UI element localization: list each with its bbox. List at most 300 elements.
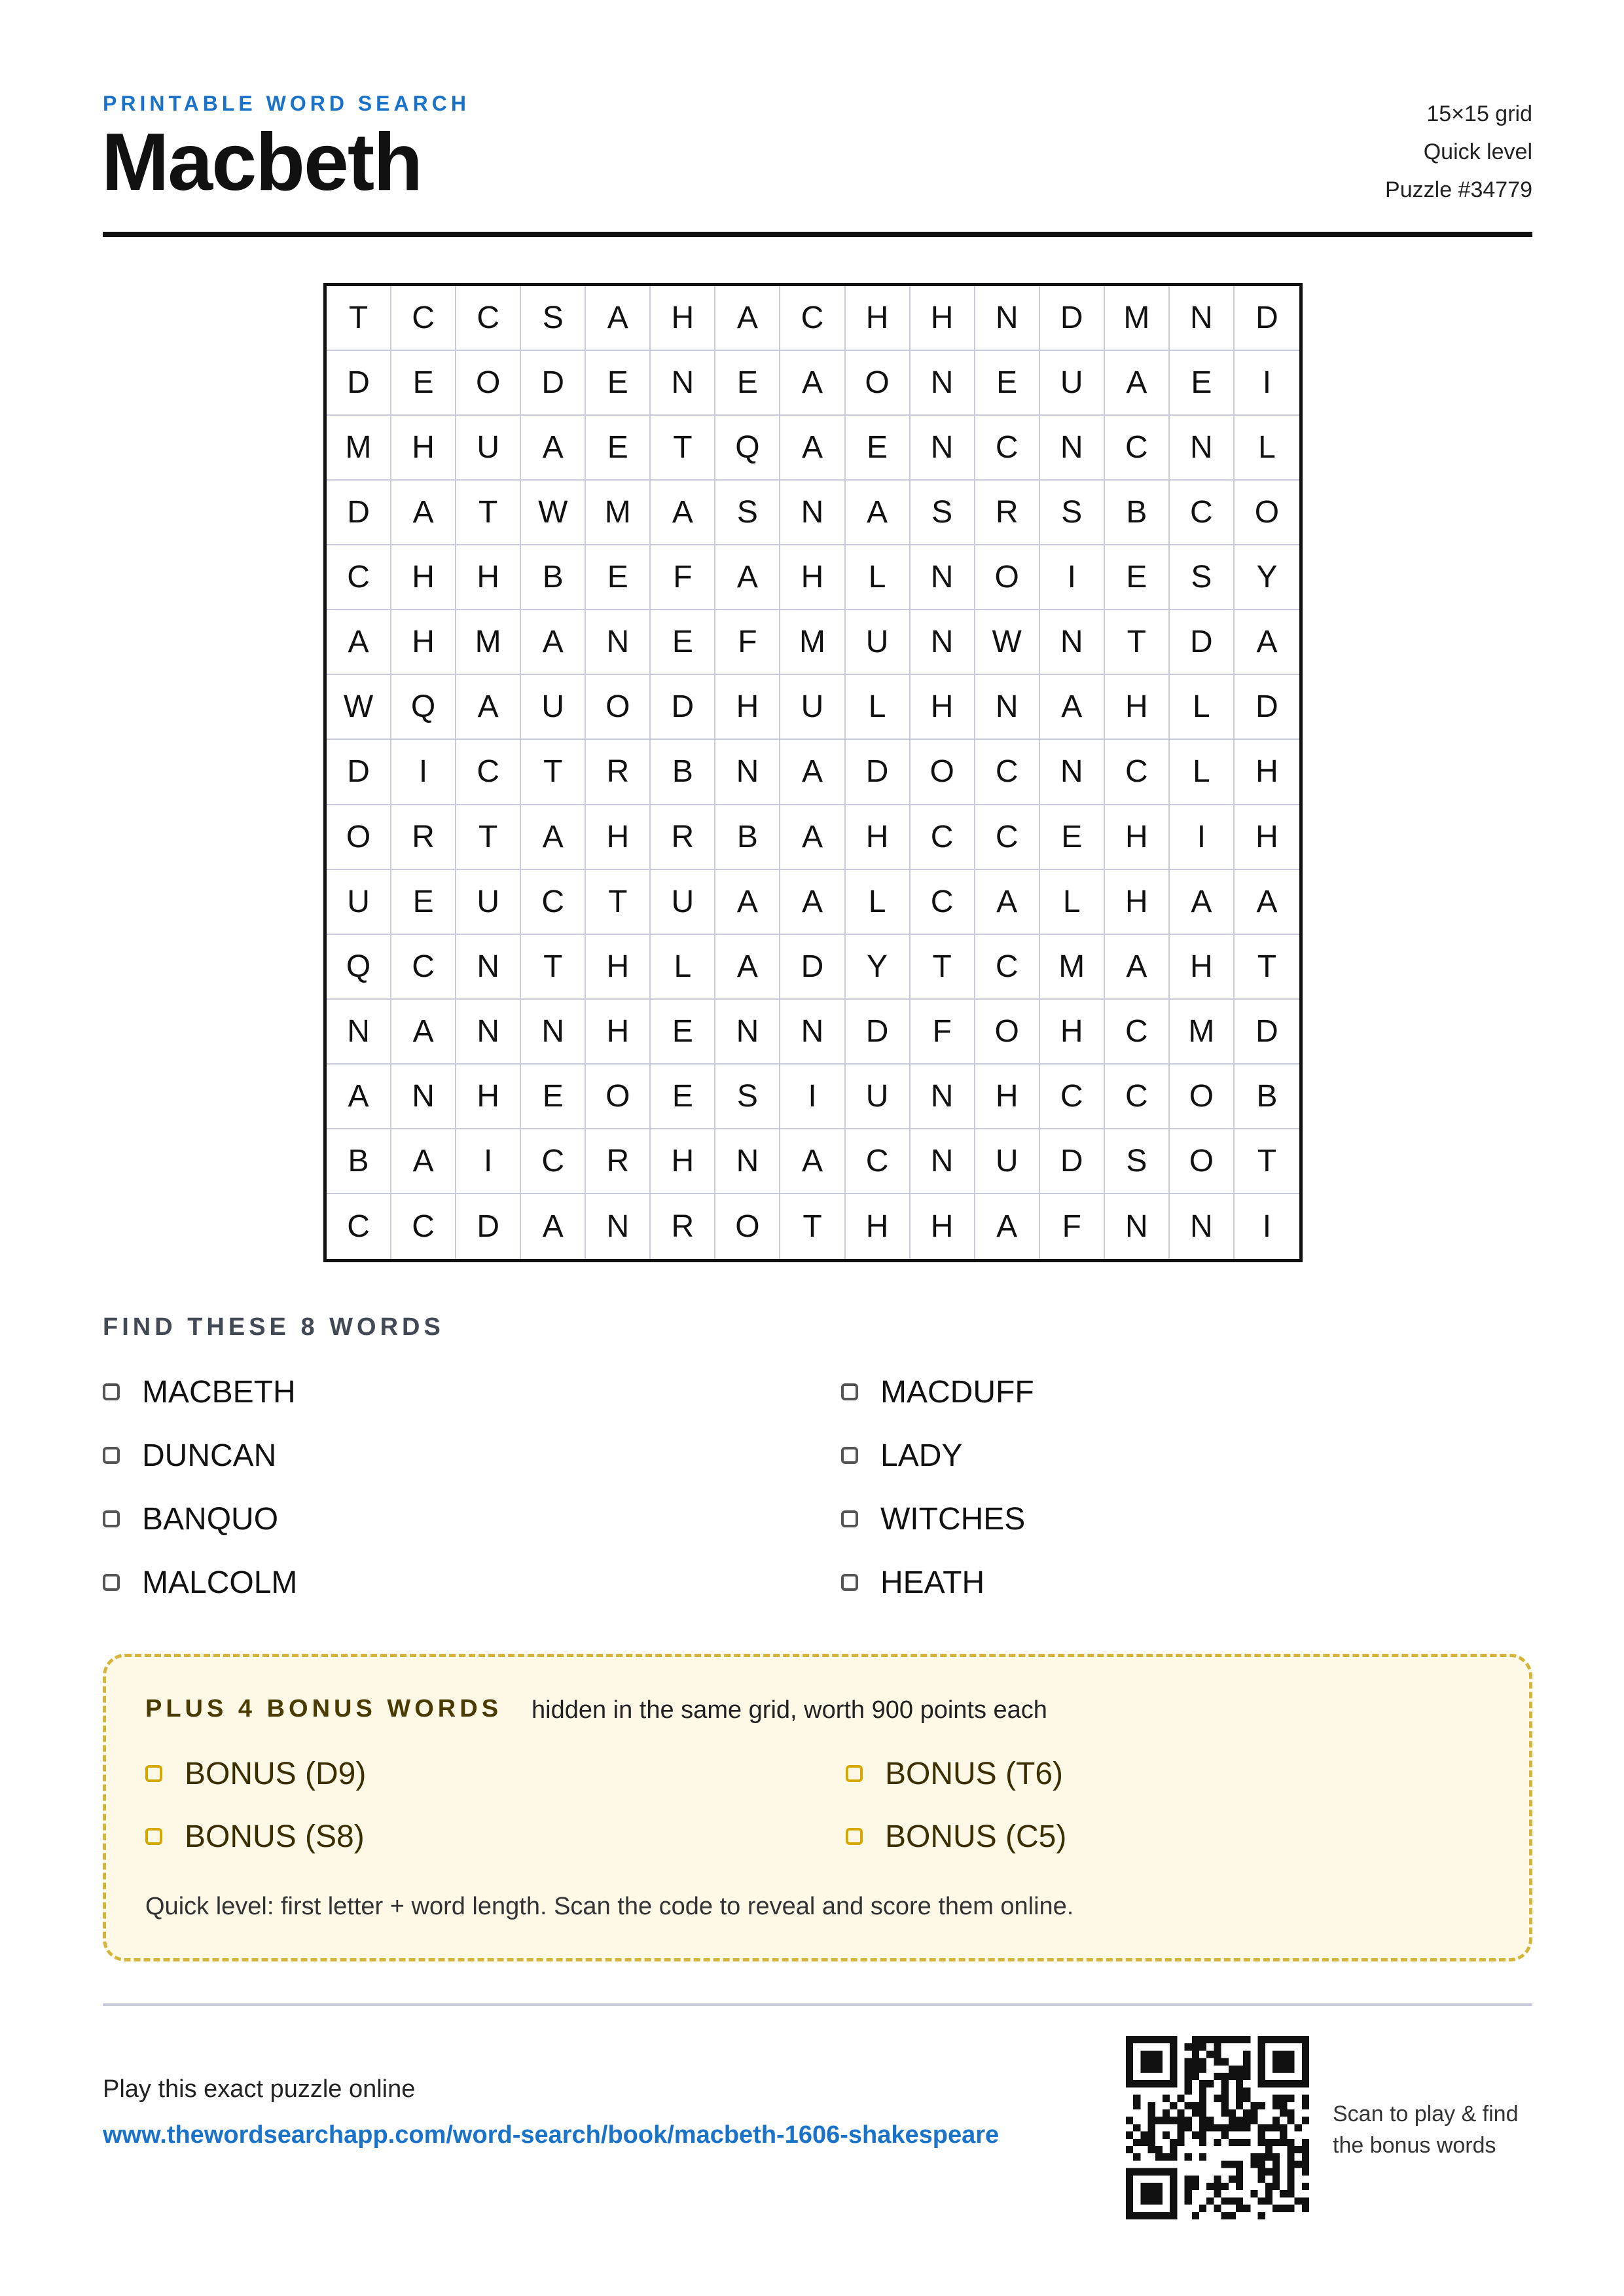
grid-cell[interactable]: S [715,1065,780,1129]
qr-module [1185,2102,1192,2109]
grid-cell[interactable]: R [651,805,715,870]
word-item[interactable] [841,1502,1532,1536]
qr-module [1214,2124,1221,2131]
grid-cell[interactable]: H [1235,740,1299,805]
grid-cell[interactable]: U [846,1065,911,1129]
grid-cell[interactable]: U [780,675,845,740]
qr-module [1199,2087,1206,2094]
grid-cell[interactable]: H [780,545,845,610]
grid-cell[interactable]: O [586,1065,651,1129]
bonus-word-item[interactable] [145,1819,846,1853]
grid-cell[interactable]: N [521,1000,586,1065]
word-item[interactable] [103,1438,841,1472]
qr-module [1126,2036,1177,2043]
grid-cell[interactable]: F [1040,1194,1105,1259]
grid-cell[interactable]: C [521,870,586,935]
grid-cell[interactable]: O [456,351,521,416]
grid-cell[interactable]: H [391,416,456,481]
grid-cell[interactable]: T [780,1194,845,1259]
grid-cell[interactable]: B [327,1129,391,1194]
grid-cell[interactable]: A [1235,610,1299,675]
grid-cell[interactable]: H [846,1194,911,1259]
grid-cell[interactable]: D [521,351,586,416]
grid-cell[interactable]: B [1235,1065,1299,1129]
grid-cell[interactable]: A [715,545,780,610]
grid-cell[interactable]: F [651,545,715,610]
grid-cell[interactable]: R [651,1194,715,1259]
grid-cell[interactable]: Y [1235,545,1299,610]
checkbox-icon[interactable] [103,1510,120,1527]
grid-cell[interactable]: E [1040,805,1105,870]
qr-module [1265,2153,1272,2160]
grid-cell[interactable]: R [975,481,1040,545]
grid-cell[interactable]: N [1040,416,1105,481]
grid-cell[interactable]: A [1105,351,1170,416]
grid-cell[interactable]: T [1235,1129,1299,1194]
bonus-word-item[interactable] [846,1819,1494,1853]
grid-cell[interactable]: W [521,481,586,545]
grid-cell[interactable]: U [327,870,391,935]
grid-cell[interactable]: U [846,610,911,675]
qr-module [1236,2087,1243,2094]
grid-cell[interactable]: N [715,1129,780,1194]
grid-cell[interactable]: D [1235,286,1299,351]
grid-cell[interactable]: E [586,545,651,610]
qr-module [1177,2095,1184,2102]
grid-cell[interactable]: E [1170,351,1235,416]
grid-cell[interactable]: L [846,675,911,740]
qr-module [1280,2095,1287,2102]
grid-cell[interactable]: H [715,675,780,740]
qr-module [1302,2205,1309,2212]
grid-cell[interactable]: E [391,351,456,416]
grid-cell[interactable]: A [780,1129,845,1194]
grid-cell[interactable]: T [456,481,521,545]
grid-cell[interactable]: H [391,610,456,675]
grid-cell[interactable]: D [327,740,391,805]
grid-cell[interactable]: N [1170,286,1235,351]
grid-cell[interactable]: L [1170,740,1235,805]
grid-cell[interactable]: H [911,1194,975,1259]
grid-cell[interactable]: A [1170,870,1235,935]
grid-cell[interactable]: U [456,416,521,481]
grid-cell[interactable]: I [780,1065,845,1129]
grid-cell[interactable]: M [1105,286,1170,351]
word-item[interactable] [841,1375,1532,1409]
checkbox-icon[interactable] [841,1510,858,1527]
grid-cell[interactable]: C [1105,1065,1170,1129]
grid-cell[interactable]: Q [715,416,780,481]
grid-cell[interactable]: H [651,1129,715,1194]
checkbox-icon[interactable] [841,1383,858,1400]
qr-module [1148,2109,1155,2117]
grid-cell[interactable]: N [1040,740,1105,805]
checkbox-icon[interactable] [103,1447,120,1464]
qr-module [1163,2095,1170,2102]
grid-cell[interactable]: U [975,1129,1040,1194]
grid-cell[interactable]: A [521,610,586,675]
grid-cell[interactable]: N [975,675,1040,740]
grid-cell[interactable]: N [1040,610,1105,675]
grid-cell[interactable]: T [651,416,715,481]
grid-cell[interactable]: I [1235,351,1299,416]
grid-cell[interactable]: N [911,416,975,481]
checkbox-icon[interactable] [145,1828,162,1845]
grid-cell[interactable]: H [846,286,911,351]
grid-cell[interactable]: E [521,1065,586,1129]
grid-cell[interactable]: C [780,286,845,351]
qr-module [1302,2160,1309,2168]
grid-cell[interactable]: T [586,870,651,935]
grid-cell[interactable]: A [327,610,391,675]
grid-cell[interactable]: A [586,286,651,351]
grid-cell[interactable]: S [715,481,780,545]
qr-module [1199,2109,1206,2117]
grid-cell[interactable]: I [456,1129,521,1194]
checkbox-icon[interactable] [103,1574,120,1591]
grid-cell[interactable]: E [846,416,911,481]
grid-cell[interactable]: A [391,481,456,545]
grid-cell[interactable]: A [715,286,780,351]
word-label: BANQUO [142,1501,279,1537]
grid-cell[interactable]: E [586,416,651,481]
grid-cell[interactable]: O [846,351,911,416]
grid-cell[interactable]: N [975,286,1040,351]
grid-cell[interactable]: T [911,935,975,1000]
grid-cell[interactable]: N [911,351,975,416]
grid-cell[interactable]: O [1235,481,1299,545]
qr-module [1126,2168,1177,2176]
grid-cell[interactable]: N [391,1065,456,1129]
grid-cell[interactable]: O [1170,1129,1235,1194]
bonus-subtitle: hidden in the same grid, worth 900 points each [532,1696,1047,1724]
qr-module [1272,2124,1280,2131]
grid-cell[interactable]: W [975,610,1040,675]
grid-cell[interactable]: S [911,481,975,545]
grid-cell[interactable]: L [1170,675,1235,740]
grid-cell[interactable]: M [1170,1000,1235,1065]
grid-cell[interactable]: Q [391,675,456,740]
qr-module [1295,2160,1302,2168]
word-label: MACDUFF [880,1374,1034,1410]
grid-cell[interactable]: Q [327,935,391,1000]
grid-cell[interactable]: E [586,351,651,416]
grid-cell[interactable]: N [911,610,975,675]
grid-cell[interactable]: B [521,545,586,610]
qr-module [1243,2066,1250,2073]
bonus-word-item[interactable] [846,1757,1494,1791]
qr-module [1185,2153,1192,2160]
grid-cell[interactable]: A [521,805,586,870]
grid-cell[interactable]: A [975,870,1040,935]
grid-cell[interactable]: N [911,545,975,610]
grid-cell[interactable]: H [911,286,975,351]
grid-cell[interactable]: E [391,870,456,935]
grid-cell[interactable]: A [780,416,845,481]
word-item[interactable] [103,1375,841,1409]
grid-cell[interactable]: L [1040,870,1105,935]
qr-module [1236,2197,1243,2204]
grid-cell[interactable]: R [586,740,651,805]
grid-cell[interactable]: C [1105,416,1170,481]
grid-cell[interactable]: N [780,1000,845,1065]
puzzle-url-link[interactable]: www.thewordsearchapp.com/word-search/book/macbeth-1606-shakespeare [103,2121,1000,2149]
qr-module [1258,2080,1309,2087]
qr-module [1199,2095,1206,2102]
grid-cell[interactable]: O [1170,1065,1235,1129]
grid-cell[interactable]: N [586,610,651,675]
grid-cell[interactable]: D [1040,1129,1105,1194]
grid-cell[interactable]: A [1040,675,1105,740]
grid-cell[interactable]: L [846,870,911,935]
grid-cell[interactable]: S [1040,481,1105,545]
grid-cell[interactable]: S [1105,1129,1170,1194]
grid-cell[interactable]: E [715,351,780,416]
grid-cell[interactable]: C [911,805,975,870]
grid-cell[interactable]: H [456,545,521,610]
grid-cell[interactable]: C [975,805,1040,870]
grid-cell[interactable]: D [1040,286,1105,351]
grid-cell[interactable]: C [846,1129,911,1194]
grid-cell[interactable]: L [1235,416,1299,481]
grid-cell[interactable]: C [391,1194,456,1259]
grid-cell[interactable]: A [780,351,845,416]
qr-module [1206,2036,1214,2043]
qr-module [1302,2095,1309,2102]
grid-cell[interactable]: D [846,1000,911,1065]
grid-cell[interactable]: H [975,1065,1040,1129]
grid-cell[interactable]: R [586,1129,651,1194]
grid-cell[interactable]: A [327,1065,391,1129]
grid-cell[interactable]: C [456,740,521,805]
grid-cell[interactable]: M [1040,935,1105,1000]
qr-module [1236,2160,1243,2168]
qr-module [1243,2139,1250,2146]
grid-cell[interactable]: A [846,481,911,545]
qr-module [1287,2176,1294,2183]
qr-module [1265,2197,1272,2204]
grid-cell[interactable]: D [327,481,391,545]
qr-module [1250,2109,1257,2117]
grid-cell[interactable]: A [456,675,521,740]
checkbox-icon[interactable] [103,1383,120,1400]
word-label: MACBETH [142,1374,296,1410]
checkbox-icon[interactable] [846,1765,863,1782]
qr-code-icon[interactable] [1126,2036,1309,2219]
grid-cell[interactable]: N [911,1129,975,1194]
grid-cell[interactable]: D [1235,675,1299,740]
grid-cell[interactable]: N [1170,416,1235,481]
grid-cell[interactable]: H [651,286,715,351]
grid-cell[interactable]: N [651,351,715,416]
grid-cell[interactable]: H [1105,870,1170,935]
grid-cell[interactable]: N [327,1000,391,1065]
grid-cell[interactable]: U [651,870,715,935]
qr-module [1140,2183,1163,2205]
grid-cell[interactable]: A [975,1194,1040,1259]
grid-cell[interactable]: C [391,935,456,1000]
qr-module [1236,2117,1243,2124]
grid-cell[interactable]: E [651,1000,715,1065]
grid-cell[interactable]: R [391,805,456,870]
grid-cell[interactable]: C [456,286,521,351]
grid-cell[interactable]: F [911,1000,975,1065]
qr-module [1192,2102,1199,2109]
grid-cell[interactable]: M [586,481,651,545]
grid-cell[interactable]: H [586,1000,651,1065]
grid-cell[interactable]: N [780,481,845,545]
qr-module [1221,2160,1229,2168]
grid-cell[interactable]: E [651,610,715,675]
grid-cell[interactable]: C [975,416,1040,481]
grid-cell[interactable]: H [911,675,975,740]
grid-cell[interactable]: A [780,805,845,870]
grid-cell[interactable]: D [456,1194,521,1259]
grid-cell[interactable]: C [911,870,975,935]
grid-cell[interactable]: H [1170,935,1235,1000]
grid-cell[interactable]: O [715,1194,780,1259]
grid-cell[interactable]: D [1170,610,1235,675]
grid-cell[interactable]: W [327,675,391,740]
word-item[interactable] [103,1502,841,1536]
grid-cell[interactable]: H [1105,805,1170,870]
grid-cell[interactable]: T [1105,610,1170,675]
grid-cell[interactable]: C [521,1129,586,1194]
grid-cell[interactable]: T [327,286,391,351]
grid-cell[interactable]: I [391,740,456,805]
grid-cell[interactable]: D [1235,1000,1299,1065]
word-item[interactable] [103,1565,841,1599]
grid-cell[interactable]: A [780,740,845,805]
grid-cell[interactable]: H [1040,1000,1105,1065]
checkbox-icon[interactable] [841,1447,858,1464]
grid-cell[interactable]: N [715,740,780,805]
grid-cell[interactable]: O [975,1000,1040,1065]
grid-cell[interactable]: S [521,286,586,351]
grid-cell[interactable]: C [1105,740,1170,805]
grid-cell[interactable]: C [391,286,456,351]
checkbox-icon[interactable] [846,1828,863,1845]
qr-module [1243,2058,1250,2066]
grid-cell[interactable]: H [391,545,456,610]
grid-cell[interactable]: A [715,935,780,1000]
grid-cell[interactable]: U [1040,351,1105,416]
grid-cell[interactable]: A [391,1000,456,1065]
grid-cell[interactable]: I [1040,545,1105,610]
grid-cell[interactable]: D [327,351,391,416]
grid-cell[interactable]: H [586,805,651,870]
word-item[interactable] [841,1438,1532,1472]
grid-cell[interactable]: F [715,610,780,675]
qr-module [1236,2095,1243,2102]
bonus-word-item[interactable] [145,1757,846,1791]
qr-module [1199,2102,1206,2109]
grid-cell[interactable]: C [327,545,391,610]
grid-cell[interactable]: O [975,545,1040,610]
checkbox-icon[interactable] [145,1765,162,1782]
grid-cell[interactable]: N [586,1194,651,1259]
grid-cell[interactable]: N [456,1000,521,1065]
grid-cell[interactable]: A [391,1129,456,1194]
qr-module [1148,2102,1155,2109]
grid-cell[interactable]: A [780,870,845,935]
grid-cell[interactable]: N [456,935,521,1000]
grid-cell[interactable]: I [1262,1209,1272,1244]
grid-cell[interactable]: E [975,351,1040,416]
grid-cell[interactable]: A [1105,935,1170,1000]
qr-module [1133,2139,1140,2146]
grid-cell[interactable]: O [586,675,651,740]
grid-cell[interactable]: C [975,935,1040,1000]
grid-cell[interactable]: C [1105,1000,1170,1065]
grid-cell[interactable]: A [521,416,586,481]
grid-cell[interactable]: A [715,870,780,935]
qr-module [1221,2095,1229,2102]
qr-module [1272,2168,1280,2176]
grid-cell[interactable]: H [586,935,651,1000]
qr-module [1302,2153,1309,2160]
scan-caption: Scan to play & find the bonus words [1333,2102,1519,2158]
grid-cell[interactable]: M [456,610,521,675]
letter-grid[interactable] [323,283,1303,1262]
grid-cell[interactable]: A [521,1194,586,1259]
grid-cell[interactable]: D [780,935,845,1000]
grid-cell[interactable]: D [651,675,715,740]
grid-cell[interactable]: E [1105,545,1170,610]
grid-cell[interactable]: B [651,740,715,805]
grid-cell[interactable]: L [846,545,911,610]
grid-cell[interactable]: Y [846,935,911,1000]
grid-cell[interactable]: O [911,740,975,805]
grid-cell[interactable]: N [911,1065,975,1129]
grid-cell[interactable]: I [1170,805,1235,870]
grid-cell[interactable]: N [1105,1194,1170,1259]
checkbox-icon[interactable] [841,1574,858,1591]
grid-cell[interactable]: T [456,805,521,870]
grid-cell[interactable]: C [327,1194,391,1259]
grid-cell[interactable]: N [715,1000,780,1065]
grid-cell[interactable]: O [327,805,391,870]
grid-cell[interactable]: U [456,870,521,935]
grid-cell[interactable]: C [1040,1065,1105,1129]
grid-cell[interactable]: M [327,416,391,481]
qr-module [1265,2190,1272,2197]
grid-cell[interactable]: B [715,805,780,870]
grid-cell[interactable]: S [1170,545,1235,610]
grid-cell[interactable]: B [1105,481,1170,545]
grid-cell[interactable]: C [975,740,1040,805]
grid-cell[interactable]: T [521,740,586,805]
grid-cell[interactable]: T [1235,935,1299,1000]
grid-cell[interactable]: D [846,740,911,805]
qr-module [1236,2176,1243,2183]
grid-cell[interactable]: C [1170,481,1235,545]
grid-cell[interactable]: H [846,805,911,870]
grid-cell[interactable]: M [780,610,845,675]
grid-cell[interactable]: T [521,935,586,1000]
grid-cell[interactable]: N [1170,1194,1235,1259]
grid-cell[interactable]: H [1235,805,1299,870]
grid-cell[interactable]: H [456,1065,521,1129]
grid-cell[interactable]: U [521,675,586,740]
word-item[interactable] [841,1565,1532,1599]
qr-module [1185,2066,1192,2073]
grid-cell[interactable]: E [651,1065,715,1129]
grid-cell[interactable]: A [1235,870,1299,935]
grid-cell[interactable]: A [651,481,715,545]
grid-cell[interactable]: L [651,935,715,1000]
grid-cell[interactable]: H [1105,675,1170,740]
